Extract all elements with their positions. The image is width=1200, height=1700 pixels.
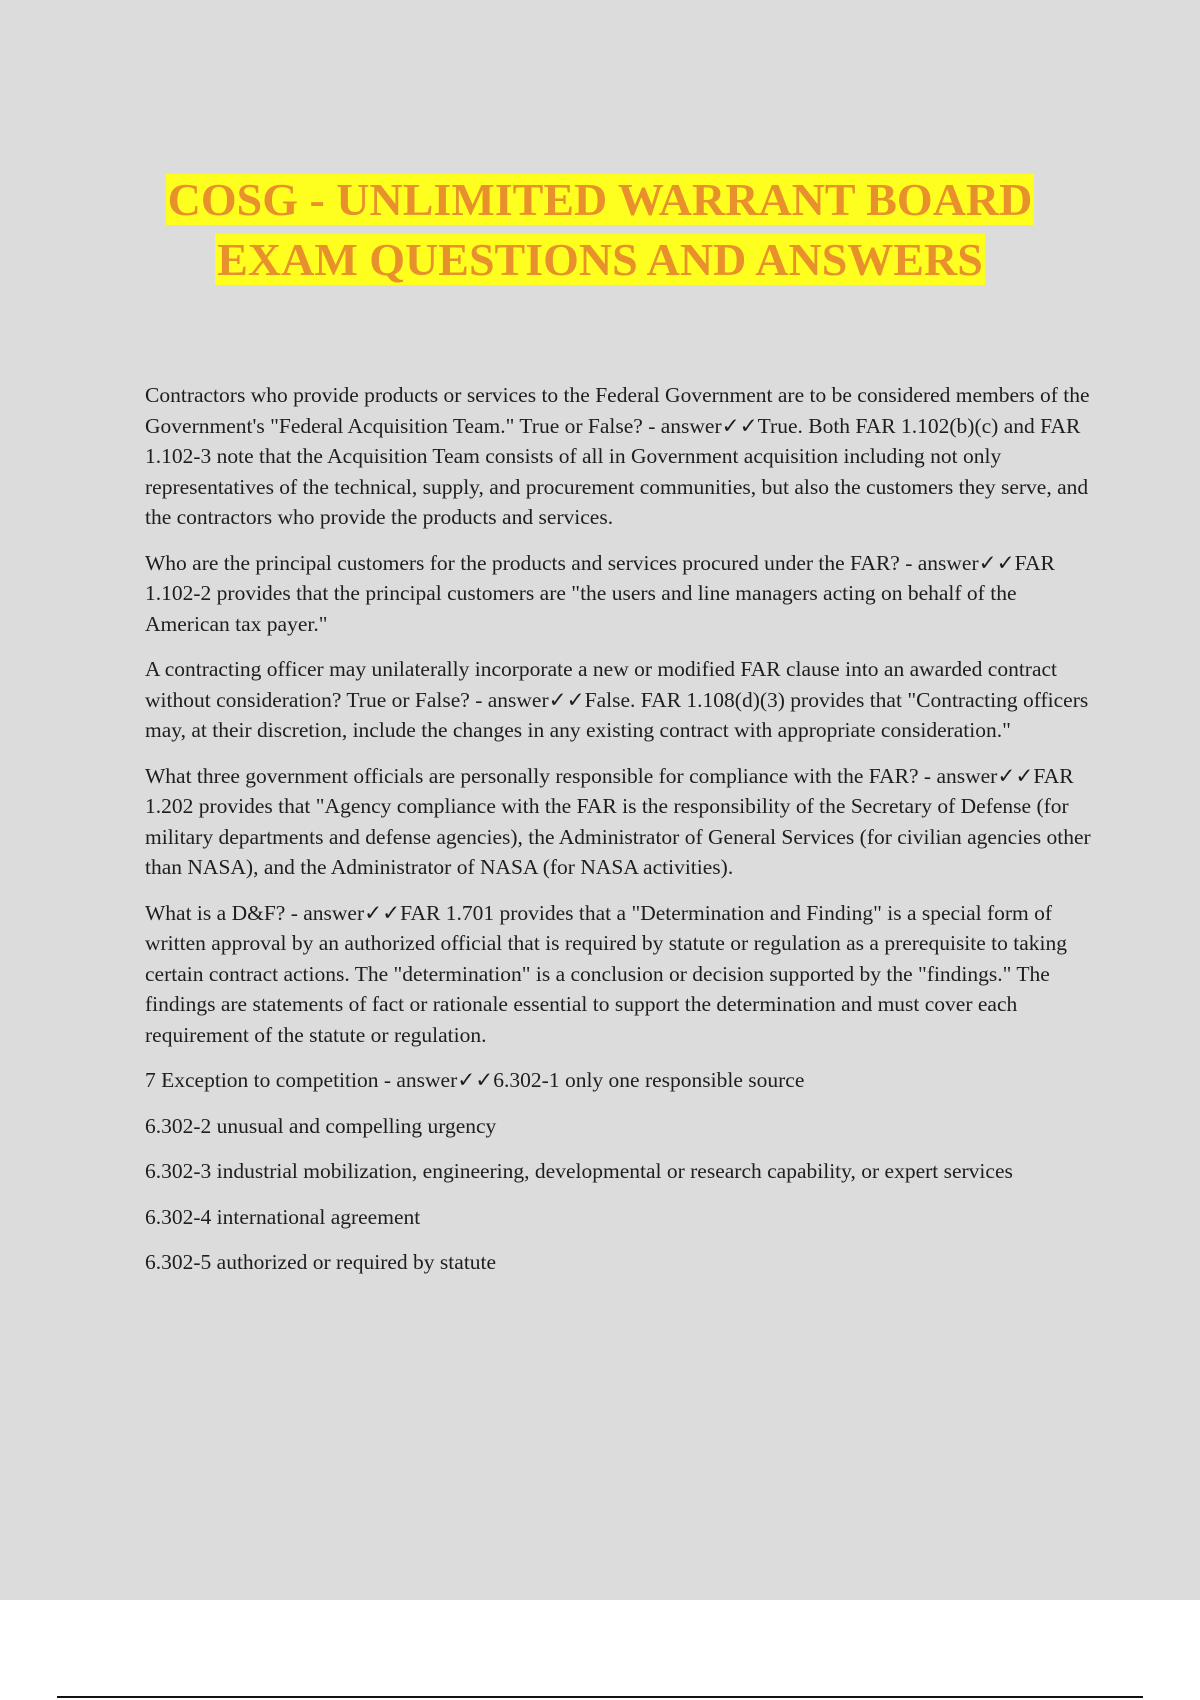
qa-paragraph-3: A contracting officer may unilaterally incorporate a new or modified FAR clause into an awarded contract without consideration? True or False? - answer✓✓False. FAR 1.108(d)(3) provides that "Contracting officers may, at their discretion, include the changes in any existing contract with appropriate consideration." bbox=[145, 657, 1089, 742]
list-item-6302-2: 6.302-2 unusual and compelling urgency bbox=[145, 1113, 497, 1138]
qa-paragraph-1: Contractors who provide products or services to the Federal Government are to be considered members of the Government's "Federal Acquisition Team." True or False? - answer✓✓True. Both FAR 1.102(b)(c) and FAR 1.102-3 note that the Acquisition Team consists of all in Government acquisition including not only representatives of the technical, supply, and procurement communities, but also the customers they serve, and the contractors who provide the products and services. bbox=[145, 383, 1090, 529]
qa-paragraph-2: Who are the principal customers for the products and services procured under the FAR? - answer✓✓FAR 1.102-2 provides that the principal customers are "the users and line managers acting on behalf of the American tax payer." bbox=[145, 550, 1055, 636]
qa-paragraph-4: What three government officials are personally responsible for compliance with the FAR? - answer✓✓FAR 1.202 provides that "Agency compliance with the FAR is the responsibility of the Secretary of Defense (for military departments and defense agencies), the Administrator of General Services (for civilian agencies other than NASA), and the Administrator of NASA (for NASA activities). bbox=[145, 763, 1091, 879]
title-line-2: EXAM QUESTIONS AND ANSWERS bbox=[217, 234, 983, 285]
document-body bbox=[145, 380, 1095, 1293]
qa-paragraph-6: 7 Exception to competition - answer✓✓6.302-1 only one responsible source bbox=[145, 1068, 805, 1092]
list-item-6302-4: 6.302-4 international agreement bbox=[145, 1204, 421, 1229]
title-line-1: COSG - UNLIMITED WARRANT BOARD bbox=[167, 174, 1033, 225]
document-title bbox=[0, 170, 1200, 290]
list-item-6302-3: 6.302-3 industrial mobilization, engineering, developmental or research capability, or expert services bbox=[145, 1159, 1013, 1183]
footer-divider bbox=[57, 1696, 1143, 1698]
qa-paragraph-5: What is a D&F? - answer✓✓FAR 1.701 provides that a "Determination and Finding" is a special form of written approval by an authorized official that is required by statute or regulation as a prerequisite to taking certain contract actions. The "determination" is a conclusion or decision supported by the "findings." The findings are statements of fact or rationale essential to support the determination and must cover each requirement of the statute or regulation. bbox=[145, 900, 1068, 1047]
list-item-6302-5: 6.302-5 authorized or required by statute bbox=[145, 1250, 497, 1274]
